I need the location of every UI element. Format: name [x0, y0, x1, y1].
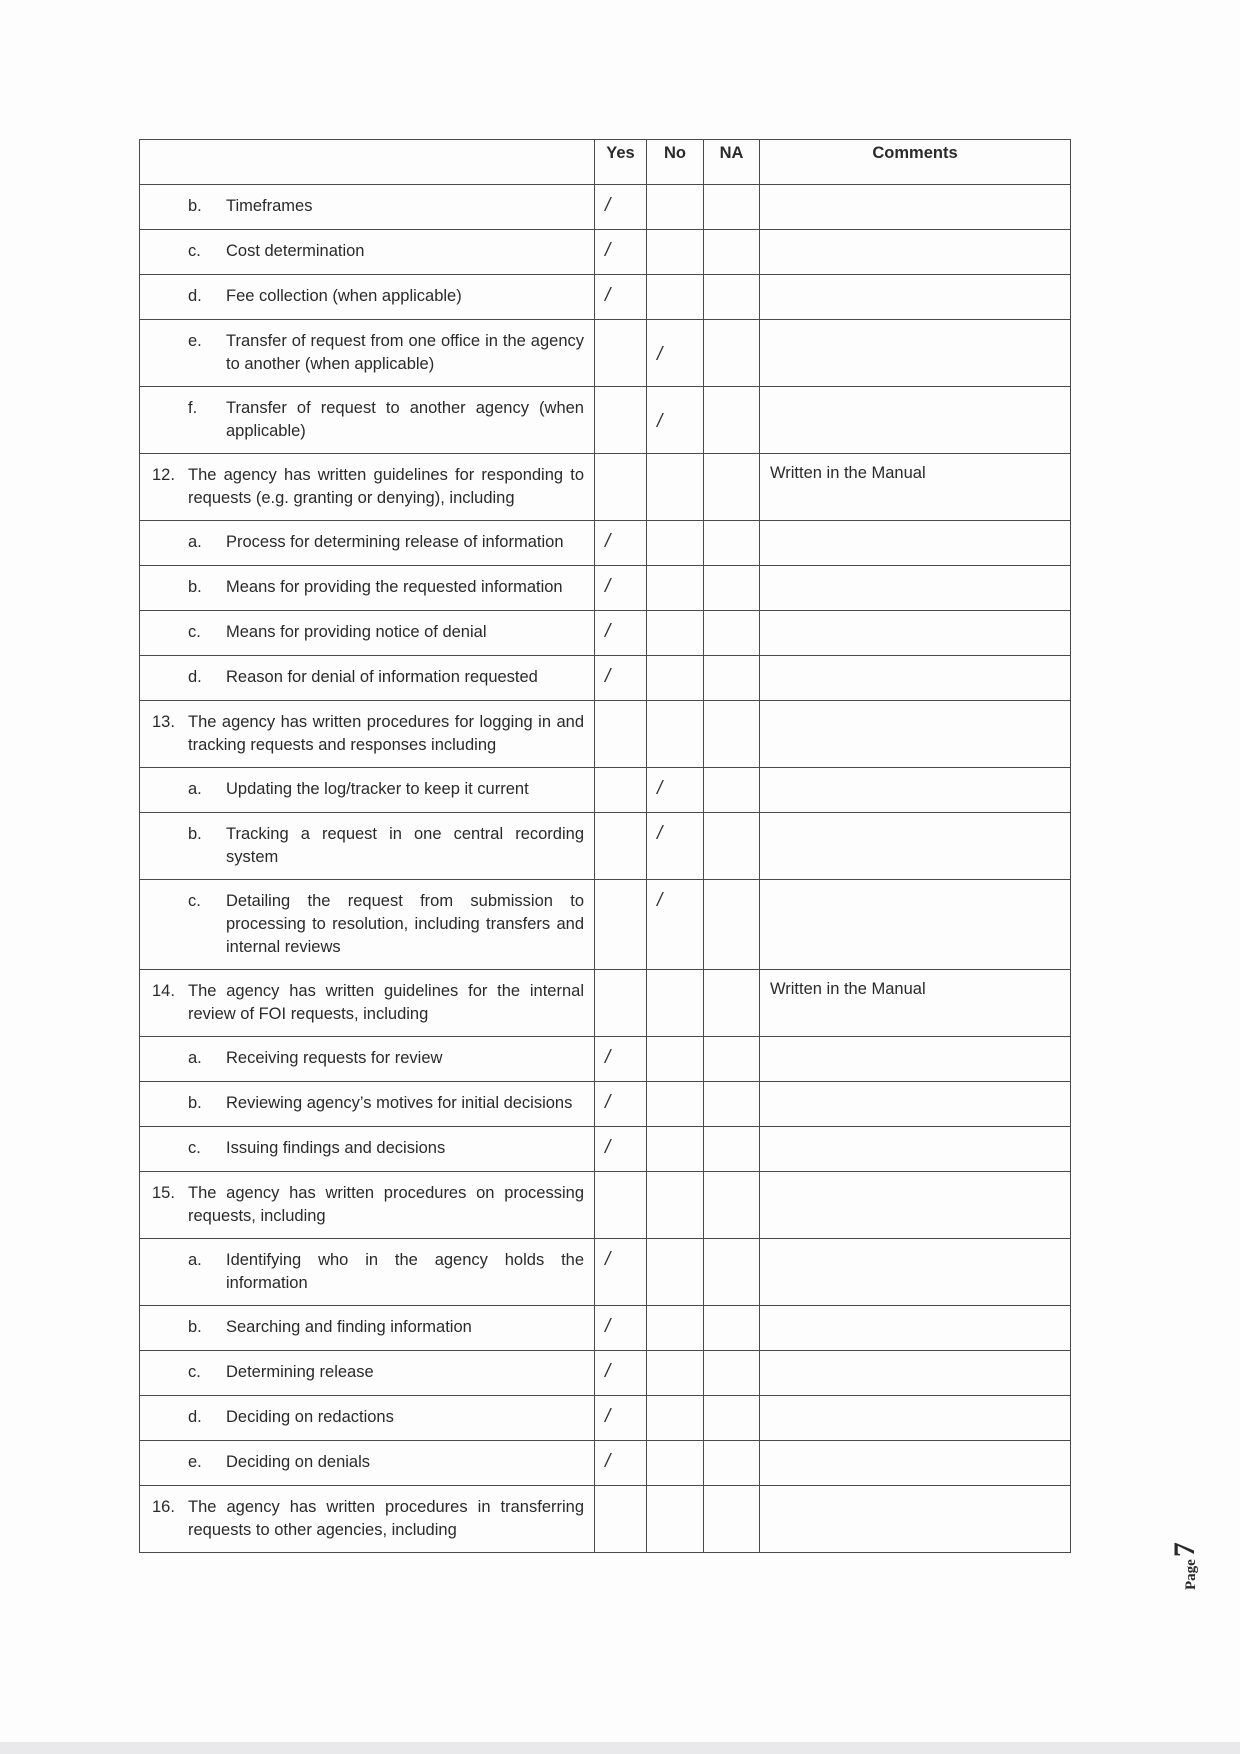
page-number-label: [1160, 1530, 1200, 1590]
comment-cell: [760, 1082, 1071, 1127]
table-row: [140, 1037, 1071, 1082]
comment-cell: Written in the Manual: [760, 970, 1071, 1037]
yes-cell: /: [595, 1082, 647, 1127]
no-cell: /: [647, 320, 704, 387]
item-text: Means for providing notice of denial: [226, 623, 487, 641]
item-marker: a.: [188, 780, 202, 798]
no-cell: /: [647, 768, 704, 813]
comment-cell: Written in the Manual: [760, 454, 1071, 521]
item-text: Transfer of request from one office in the agency to another (when applicable): [226, 332, 584, 373]
comment-cell: [760, 1441, 1071, 1486]
item-marker: c.: [188, 892, 201, 910]
comment-cell: [760, 656, 1071, 701]
header-comments: Comments: [760, 140, 1071, 185]
table-row: [140, 768, 1071, 813]
item-marker: a.: [188, 1251, 202, 1269]
item-text: Deciding on redactions: [226, 1408, 394, 1426]
yes-cell: /: [595, 1351, 647, 1396]
no-cell: [647, 1351, 704, 1396]
table-row: [140, 566, 1071, 611]
na-cell: [704, 1172, 760, 1239]
item-cell: [140, 521, 595, 566]
no-cell: [647, 1037, 704, 1082]
item-marker: e.: [188, 332, 202, 350]
item-marker: 14.: [152, 982, 175, 1000]
item-text: The agency has written procedures for logging in and tracking requests and responses including: [188, 713, 584, 754]
comment-cell: [760, 230, 1071, 275]
item-cell: [140, 1172, 595, 1239]
na-cell: [704, 1082, 760, 1127]
na-cell: [704, 1441, 760, 1486]
comment-cell: [760, 275, 1071, 320]
table-row: [140, 230, 1071, 275]
no-cell: [647, 1396, 704, 1441]
item-cell: [140, 1486, 595, 1553]
item-marker: c.: [188, 1363, 201, 1381]
item-cell: [140, 185, 595, 230]
no-cell: [647, 1306, 704, 1351]
table-row: [140, 521, 1071, 566]
item-marker: e.: [188, 1453, 202, 1471]
table-row: [140, 1082, 1071, 1127]
no-cell: /: [647, 387, 704, 454]
item-text: Reason for denial of information requested: [226, 668, 538, 686]
comment-cell: [760, 320, 1071, 387]
item-cell: [140, 1441, 595, 1486]
comment-cell: [760, 1037, 1071, 1082]
item-text: Detailing the request from submission to processing to resolution, including transfers and internal reviews: [226, 892, 584, 956]
table-row: [140, 1306, 1071, 1351]
item-marker: c.: [188, 623, 201, 641]
comment-cell: [760, 387, 1071, 454]
comment-cell: [760, 880, 1071, 970]
table-row: [140, 970, 1071, 1037]
no-cell: [647, 521, 704, 566]
item-marker: d.: [188, 287, 202, 305]
yes-cell: [595, 1172, 647, 1239]
yes-cell: /: [595, 1037, 647, 1082]
item-marker: c.: [188, 1139, 201, 1157]
yes-cell: [595, 768, 647, 813]
na-cell: [704, 230, 760, 275]
na-cell: [704, 387, 760, 454]
yes-cell: [595, 320, 647, 387]
comment-cell: [760, 1306, 1071, 1351]
table-row: [140, 1172, 1071, 1239]
table-row: [140, 1441, 1071, 1486]
no-cell: /: [647, 813, 704, 880]
yes-cell: /: [595, 656, 647, 701]
yes-cell: /: [595, 521, 647, 566]
item-marker: a.: [188, 533, 202, 551]
item-cell: [140, 656, 595, 701]
yes-cell: /: [595, 230, 647, 275]
no-cell: [647, 1127, 704, 1172]
table-row: [140, 701, 1071, 768]
item-text: Updating the log/tracker to keep it current: [226, 780, 529, 798]
no-cell: [647, 185, 704, 230]
item-text: Searching and finding information: [226, 1318, 472, 1336]
item-cell: [140, 768, 595, 813]
item-text: Timeframes: [226, 197, 313, 215]
item-text: Fee collection (when applicable): [226, 287, 462, 305]
item-cell: [140, 454, 595, 521]
comment-cell: [760, 611, 1071, 656]
yes-cell: /: [595, 185, 647, 230]
yes-cell: /: [595, 275, 647, 320]
no-cell: [647, 970, 704, 1037]
comment-cell: [760, 1239, 1071, 1306]
na-cell: [704, 768, 760, 813]
table-row: [140, 1127, 1071, 1172]
yes-cell: [595, 701, 647, 768]
comment-cell: [760, 521, 1071, 566]
yes-cell: /: [595, 1127, 647, 1172]
item-marker: a.: [188, 1049, 202, 1067]
item-cell: [140, 275, 595, 320]
item-cell: [140, 1127, 595, 1172]
yes-cell: [595, 813, 647, 880]
no-cell: [647, 1441, 704, 1486]
comment-cell: [760, 1486, 1071, 1553]
item-cell: [140, 1396, 595, 1441]
item-text: Process for determining release of information: [226, 533, 564, 551]
item-marker: b.: [188, 578, 202, 596]
no-cell: [647, 1239, 704, 1306]
checklist-table: [139, 139, 1071, 1553]
table-row: [140, 454, 1071, 521]
item-text: The agency has written guidelines for the internal review of FOI requests, including: [188, 982, 584, 1023]
table-row: [140, 656, 1071, 701]
no-cell: [647, 1486, 704, 1553]
no-cell: [647, 566, 704, 611]
item-marker: c.: [188, 242, 201, 260]
item-marker: 12.: [152, 466, 175, 484]
no-cell: [647, 656, 704, 701]
item-cell: [140, 1351, 595, 1396]
item-cell: [140, 880, 595, 970]
no-cell: [647, 1082, 704, 1127]
comment-cell: [760, 1351, 1071, 1396]
item-text: Deciding on denials: [226, 1453, 371, 1471]
na-cell: [704, 566, 760, 611]
comment-cell: [760, 1127, 1071, 1172]
yes-cell: /: [595, 1396, 647, 1441]
comment-cell: [760, 1396, 1071, 1441]
table-row: [140, 1351, 1071, 1396]
na-cell: [704, 1037, 760, 1082]
item-text: Issuing findings and decisions: [226, 1139, 446, 1157]
item-marker: b.: [188, 825, 202, 843]
item-text: Tracking a request in one central recording system: [226, 825, 584, 866]
na-cell: [704, 970, 760, 1037]
item-text: The agency has written guidelines for responding to requests (e.g. granting or denying), including: [188, 466, 584, 507]
no-cell: [647, 454, 704, 521]
item-cell: [140, 970, 595, 1037]
comment-cell: [760, 566, 1071, 611]
item-cell: [140, 813, 595, 880]
yes-cell: /: [595, 1441, 647, 1486]
item-marker: b.: [188, 197, 202, 215]
item-cell: [140, 1239, 595, 1306]
table-row: [140, 1486, 1071, 1553]
item-cell: [140, 230, 595, 275]
no-cell: [647, 611, 704, 656]
yes-cell: [595, 387, 647, 454]
yes-cell: /: [595, 611, 647, 656]
item-marker: 15.: [152, 1184, 175, 1202]
yes-cell: [595, 454, 647, 521]
na-cell: [704, 656, 760, 701]
na-cell: [704, 1351, 760, 1396]
item-marker: d.: [188, 668, 202, 686]
no-cell: [647, 275, 704, 320]
item-text: Reviewing agency’s motives for initial decisions: [226, 1094, 573, 1112]
item-cell: [140, 566, 595, 611]
table-row: [140, 880, 1071, 970]
header-na: NA: [704, 140, 760, 185]
item-marker: 13.: [152, 713, 175, 731]
na-cell: [704, 1306, 760, 1351]
no-cell: /: [647, 880, 704, 970]
comment-cell: [760, 701, 1071, 768]
yes-cell: [595, 970, 647, 1037]
na-cell: [704, 275, 760, 320]
table-row: [140, 320, 1071, 387]
na-cell: [704, 1239, 760, 1306]
item-cell: [140, 320, 595, 387]
na-cell: [704, 185, 760, 230]
header-yes: Yes: [595, 140, 647, 185]
comment-cell: [760, 185, 1071, 230]
yes-cell: [595, 880, 647, 970]
na-cell: [704, 611, 760, 656]
header-no: No: [647, 140, 704, 185]
comment-cell: [760, 813, 1071, 880]
item-text: The agency has written procedures in transferring requests to other agencies, including: [188, 1498, 584, 1539]
no-cell: [647, 701, 704, 768]
item-cell: [140, 1306, 595, 1351]
item-text: Transfer of request to another agency (when applicable): [226, 399, 584, 440]
na-cell: [704, 1127, 760, 1172]
table-row: [140, 275, 1071, 320]
item-text: Means for providing the requested information: [226, 578, 563, 596]
na-cell: [704, 1486, 760, 1553]
table-row: [140, 387, 1071, 454]
na-cell: [704, 320, 760, 387]
page-word: Page: [1183, 1559, 1199, 1590]
header-row: [140, 140, 1071, 185]
item-marker: b.: [188, 1318, 202, 1336]
item-text: Identifying who in the agency holds the information: [226, 1251, 584, 1292]
item-text: The agency has written procedures on processing requests, including: [188, 1184, 584, 1225]
na-cell: [704, 813, 760, 880]
item-marker: f.: [188, 399, 198, 417]
checklist-body: [140, 185, 1071, 1553]
yes-cell: /: [595, 1239, 647, 1306]
comment-cell: [760, 768, 1071, 813]
item-marker: b.: [188, 1094, 202, 1112]
item-text: Cost determination: [226, 242, 365, 260]
table-row: [140, 1239, 1071, 1306]
yes-cell: /: [595, 566, 647, 611]
table-row: [140, 611, 1071, 656]
yes-cell: /: [595, 1306, 647, 1351]
item-text: Receiving requests for review: [226, 1049, 443, 1067]
table-row: [140, 185, 1071, 230]
table-row: [140, 813, 1071, 880]
no-cell: [647, 230, 704, 275]
table-row: [140, 1396, 1071, 1441]
na-cell: [704, 880, 760, 970]
page-number: 7: [1168, 1542, 1201, 1558]
item-marker: d.: [188, 1408, 202, 1426]
header-item: [140, 140, 595, 185]
item-marker: 16.: [152, 1498, 175, 1516]
item-cell: [140, 387, 595, 454]
comment-cell: [760, 1172, 1071, 1239]
item-text: Determining release: [226, 1363, 374, 1381]
item-cell: [140, 611, 595, 656]
na-cell: [704, 521, 760, 566]
item-cell: [140, 1082, 595, 1127]
yes-cell: [595, 1486, 647, 1553]
na-cell: [704, 454, 760, 521]
item-cell: [140, 1037, 595, 1082]
na-cell: [704, 701, 760, 768]
na-cell: [704, 1396, 760, 1441]
item-cell: [140, 701, 595, 768]
no-cell: [647, 1172, 704, 1239]
scan-edge: [0, 1742, 1240, 1754]
